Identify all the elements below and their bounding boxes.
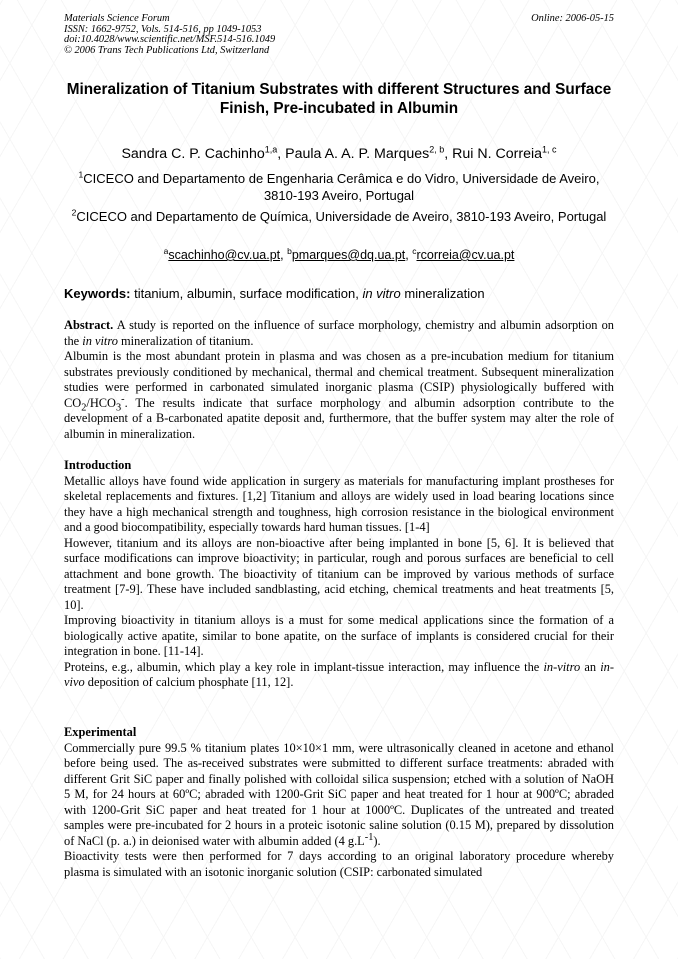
email-superscript: a — [163, 245, 169, 256]
intro-italic: in-vivo — [64, 659, 614, 689]
issn-line: ISSN: 1662-9752, Vols. 514-516, pp 1049-1053 — [64, 23, 262, 35]
experimental-heading: Experimental — [64, 725, 137, 739]
intro-text: deposition of calcium phosphate [11, 12]. — [87, 675, 294, 689]
experimental-paragraph — [64, 741, 614, 850]
intro-text: an — [584, 659, 597, 674]
intro-text: Proteins, e.g., albumin, which play a key role in implant-tissue interaction, may influence the — [64, 659, 540, 674]
journal-name: Materials Science Forum — [64, 13, 170, 24]
introduction-section — [64, 458, 614, 691]
abstract-text: /HCO — [86, 395, 116, 410]
abstract-text: A study is reported on the influence of surface morphology, chemistry and albumin adsorption on the — [64, 318, 614, 348]
abstract-paragraph — [64, 318, 614, 349]
abstract-italic: in vitro — [82, 333, 118, 348]
affiliation-number: 2 — [71, 207, 77, 218]
abstract-paragraph — [64, 349, 614, 442]
experimental-section — [64, 725, 614, 880]
affiliation-1 — [64, 171, 614, 204]
experimental-text: Commercially pure 99.5 % titanium plates 10×10×1 mm, were ultrasonically cleaned in acetone and ethanol before being used. The as-received substrates were submitted to different surface treatments: abraded with different Grit SiC paper and finally polished with colloidal silica suspension; etched with a solution of NaOH 5 M, for 24 hours at 60ºC; abraded with 1200-Grit SiC paper and heat treated for 1 hour at 900ºC; abraded with 1200-Grit SiC paper and heat treated for 1 hour at 1000ºC. Duplicates of the untreated and treated samples were pre-incubated for 2 hours in a proteic isotonic saline solution (0.15 M), prepared by dissolution of NaCl (p. a.) in deionised water with albumin added (4 g.L — [64, 740, 614, 848]
author-superscript: 2, b — [429, 144, 445, 155]
introduction-heading: Introduction — [64, 458, 132, 472]
journal-header — [64, 14, 275, 56]
keywords-text: titanium, albumin, surface modification, — [134, 286, 359, 301]
author-superscript: 1,a — [264, 144, 278, 155]
affiliation-text: CICECO and Departamento de Engenharia Cerâmica e do Vidro, Universidade de Aveiro, 3810-193 Aveiro, Portugal — [83, 171, 600, 203]
author-name: Paula A. A. P. Marques — [285, 146, 430, 162]
affiliation-text: CICECO and Departamento de Química, Universidade de Aveiro, 3810-193 Aveiro, Portugal — [76, 209, 607, 224]
superscript: -1 — [364, 831, 374, 843]
keywords-tail: mineralization — [404, 286, 485, 301]
online-date: Online: 2006-05-15 — [531, 13, 614, 24]
email-link[interactable]: rcorreia@cv.ua.pt — [416, 248, 515, 262]
affiliation-2 — [64, 209, 614, 226]
email-separator: , — [405, 248, 413, 262]
intro-italic: in-vitro — [543, 659, 581, 674]
email-superscript: c — [412, 245, 417, 256]
superscript: - — [121, 393, 125, 405]
abstract-label: Abstract. — [64, 318, 114, 332]
experimental-text: ). — [373, 833, 381, 848]
intro-paragraph: Metallic alloys have found wide application in surgery as materials for manufacturing implant prostheses for skeletal replacements and fixtures. [1,2] Titanium and alloys are widely used in load bearing locations since they have a high mechanical strength and toughness, high corrosion resistance in the biological environment and a good biocompatibility, especially towards hard human tissues. [1-4] — [64, 473, 614, 534]
email-list — [64, 245, 614, 262]
online-date-header — [531, 14, 614, 25]
email-link[interactable]: scachinho@cv.ua.pt — [168, 248, 281, 262]
doi-line: doi:10.4028/www.scientific.net/MSF.514-516.1049 — [64, 34, 276, 46]
abstract-text: . The results indicate that surface morphology and albumin adsorption contribute to the development of a B-carbonated apatite deposit and, furthermore, that the buffer system may alter the role of albumin in mineralization. — [64, 395, 614, 441]
author-name: Sandra C. P. Cachinho — [121, 146, 265, 162]
intro-paragraph: Improving bioactivity in titanium alloys is a must for some medical applications since the formation of a biologically active apatite, similar to bone apatite, on the surface of implants is considered crucial for their integration in bone. [11-14]. — [64, 613, 614, 658]
abstract-text: mineralization of titanium. — [121, 333, 254, 348]
author-name: Rui N. Correia — [452, 146, 543, 162]
email-link[interactable]: pmarques@dq.ua.pt — [291, 248, 406, 262]
abstract-text: Albumin is the most abundant protein in plasma and was chosen as a pre-incubation medium for titanium substrates previously conditioned by mechanical, thermal and chemical treatment. Subsequent mineralization studies were performed in carbonated simulated inorganic plasma (CSIP) physiologically buffered with CO — [64, 349, 614, 410]
email-superscript: b — [287, 245, 292, 256]
author-separator: , — [277, 146, 286, 162]
affiliation-number: 1 — [78, 169, 84, 180]
subscript: 3 — [116, 401, 122, 413]
author-list — [64, 146, 614, 162]
intro-paragraph — [64, 660, 614, 691]
author-separator: , — [444, 146, 453, 162]
email-separator: , — [280, 248, 288, 262]
subscript: 2 — [81, 401, 87, 413]
keywords-line — [64, 286, 624, 301]
abstract-section — [64, 318, 614, 442]
author-superscript: 1, c — [542, 144, 557, 155]
copyright-line: © 2006 Trans Tech Publications Ltd, Switzerland — [64, 44, 270, 56]
experimental-paragraph: Bioactivity tests were then performed for 7 days according to an original laboratory procedure whereby plasma is simulated with an isotonic inorganic solution (CSIP: carbonated simulated — [64, 849, 614, 879]
intro-paragraph: However, titanium and its alloys are non-bioactive after being implanted in bone [5, 6]. It is believed that surface modifications can improve bioactivity; in particular, rough and porous surfaces are beneficial to cell attachment and bone growth. The bioactivity of titanium can be improved by various methods of surface treatment [7-9]. These have included sandblasting, acid etching, chemical treatments and heat treatments [5, 10]. — [64, 535, 614, 612]
paper-title: Mineralization of Titanium Substrates with different Structures and Surface Finish, Pre-incubated in Albumin — [66, 81, 612, 117]
keywords-label: Keywords: — [64, 286, 131, 301]
keywords-italic: in vitro — [362, 286, 401, 301]
